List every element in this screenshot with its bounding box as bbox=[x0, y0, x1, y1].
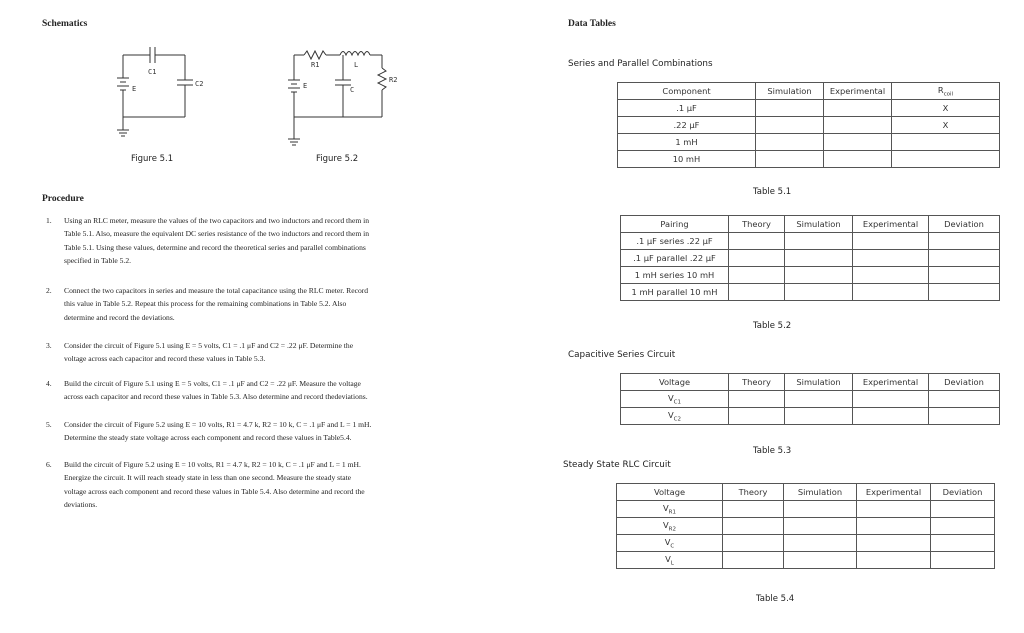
table-row bbox=[617, 501, 995, 518]
table-cell[interactable] bbox=[857, 535, 931, 552]
table-cell[interactable] bbox=[785, 233, 853, 250]
table-cell[interactable] bbox=[785, 408, 853, 425]
table-5-1 bbox=[617, 82, 1000, 168]
table-cell[interactable] bbox=[784, 518, 857, 535]
table-row bbox=[618, 134, 1000, 151]
table-row bbox=[621, 408, 1000, 425]
series-parallel-heading: Series and Parallel Combinations bbox=[568, 59, 713, 69]
table-cell[interactable] bbox=[723, 552, 784, 569]
table-cell[interactable] bbox=[931, 535, 995, 552]
table-cell[interactable] bbox=[784, 501, 857, 518]
table-cell[interactable] bbox=[929, 391, 1000, 408]
table-5-3 bbox=[620, 373, 1000, 425]
table-cell[interactable] bbox=[824, 151, 892, 168]
table-cell[interactable] bbox=[729, 408, 785, 425]
table-cell[interactable] bbox=[824, 134, 892, 151]
e-label: E bbox=[132, 85, 137, 93]
c2-label: C2 bbox=[195, 80, 204, 88]
table-row bbox=[617, 518, 995, 535]
table-5-4 bbox=[616, 483, 995, 569]
table-cell[interactable] bbox=[784, 535, 857, 552]
table-cell[interactable] bbox=[723, 535, 784, 552]
table-5-3-caption: Table 5.3 bbox=[753, 446, 792, 456]
table-header-cell: Simulation bbox=[756, 83, 824, 100]
table-cell[interactable] bbox=[929, 408, 1000, 425]
r2-label: R2 bbox=[389, 76, 398, 84]
table-cell[interactable] bbox=[929, 250, 1000, 267]
table-header-cell: Simulation bbox=[785, 374, 853, 391]
table-header-cell: Deviation bbox=[929, 216, 1000, 233]
table-cell: .1 μF series .22 μF bbox=[621, 233, 729, 250]
table-5-4-caption: Table 5.4 bbox=[756, 594, 795, 604]
table-header-row bbox=[618, 83, 1000, 100]
steady-state-heading: Steady State RLC Circuit bbox=[563, 460, 671, 470]
table-cell[interactable] bbox=[756, 117, 824, 134]
table-cell[interactable] bbox=[756, 100, 824, 117]
table-cell[interactable] bbox=[729, 284, 785, 301]
table-header-cell: Simulation bbox=[785, 216, 853, 233]
table-cell[interactable] bbox=[853, 250, 929, 267]
table-cell[interactable] bbox=[857, 501, 931, 518]
table-5-1-caption: Table 5.1 bbox=[753, 187, 792, 197]
table-cell[interactable] bbox=[857, 518, 931, 535]
table-row bbox=[621, 391, 1000, 408]
table-header-cell: Pairing bbox=[621, 216, 729, 233]
table-cell[interactable] bbox=[929, 267, 1000, 284]
table-header-cell: $R_{coil}$ bbox=[892, 83, 1000, 100]
table-cell[interactable] bbox=[729, 233, 785, 250]
table-cell: 1 mH parallel 10 mH bbox=[621, 284, 729, 301]
r1-label: R1 bbox=[311, 61, 320, 69]
c-label: C bbox=[350, 86, 355, 94]
table-cell[interactable] bbox=[853, 233, 929, 250]
table-cell: $V_{C1}$ bbox=[621, 391, 729, 408]
table-cell[interactable] bbox=[756, 134, 824, 151]
table-cell[interactable] bbox=[785, 391, 853, 408]
l-label: L bbox=[354, 61, 359, 69]
table-cell[interactable] bbox=[853, 408, 929, 425]
table-cell[interactable] bbox=[723, 518, 784, 535]
table-cell[interactable] bbox=[931, 518, 995, 535]
table-row bbox=[621, 250, 1000, 267]
procedure-list: 1. Using an RLC meter, measure the values of the two capacitors and two inductors and record them in Table 5.1. Also, measure the equivalent DC series resistance of the two inductors and record them in Table 5.1. Using these values, determine and record the theoretical series and parallel combinations specified in Table 5.2. 2. Connect the two capacitors in series and measure the total capacitance using the RLC meter. Record this value in Table 5.2. Repeat this process for the remaining combinations in Table 5.2. Also determine and record the deviations. 3. Consider the circuit of Figure 5.1 using E = 5 volts, C1 = .1 μF and C2 = .22 μF. Determine the voltage across each capacitor and record these values in Table 5.3. 4. Build the circuit of Figure 5.1 using E = 5 volts, C1 = .1 μF and C2 = .22 μF. Measure the voltage across each capacitor and record these values in Table 5.3. Also determine and record thedeviations. 5. Consider the circuit of Figure 5.2 using E = 10 volts, R1 = 4.7 k, R2 = 10 k, C = .1 μF and L = 1 mH. Determine the steady state voltage across each component and record these values in Table5.4. 6. Build the circuit of Figure 5.2 using E = 10 volts, R1 = 4.7 k, R2 = 10 k, C = .1 μF and L = 1 mH. Energize the circuit. It will reach steady state in less than one second. Measure the steady state voltage across each component and record these values in Table 5.4. Also determine and record the deviations. bbox=[46, 216, 372, 510]
table-cell[interactable] bbox=[756, 151, 824, 168]
table-cell: X bbox=[892, 117, 1000, 134]
table-header-row bbox=[621, 216, 1000, 233]
table-header-cell: Experimental bbox=[853, 216, 929, 233]
table-cell[interactable] bbox=[931, 501, 995, 518]
table-cell[interactable] bbox=[824, 117, 892, 134]
table-cell: .1 μF parallel .22 μF bbox=[621, 250, 729, 267]
table-cell: $V_C$ bbox=[617, 535, 723, 552]
table-header-cell: Voltage bbox=[621, 374, 729, 391]
table-row bbox=[617, 552, 995, 569]
table-row bbox=[621, 267, 1000, 284]
table-cell[interactable] bbox=[723, 501, 784, 518]
table-cell: X bbox=[892, 100, 1000, 117]
table-cell[interactable] bbox=[853, 391, 929, 408]
table-header-cell: Experimental bbox=[857, 484, 931, 501]
capacitive-series-heading: Capacitive Series Circuit bbox=[568, 350, 676, 360]
table-row bbox=[617, 535, 995, 552]
table-row bbox=[618, 117, 1000, 134]
table-header-cell: Experimental bbox=[824, 83, 892, 100]
figure-5-2-schematic bbox=[278, 42, 408, 152]
table-cell[interactable] bbox=[931, 552, 995, 569]
table-cell: $V_L$ bbox=[617, 552, 723, 569]
table-cell[interactable] bbox=[824, 100, 892, 117]
table-header-cell: Theory bbox=[729, 216, 785, 233]
table-cell[interactable] bbox=[784, 552, 857, 569]
table-cell: 10 mH bbox=[618, 151, 756, 168]
table-header-cell: Theory bbox=[729, 374, 785, 391]
table-header-row bbox=[617, 484, 995, 501]
table-cell[interactable] bbox=[929, 284, 1000, 301]
table-cell[interactable] bbox=[785, 267, 853, 284]
table-cell: .1 μF bbox=[618, 100, 756, 117]
table-cell: $V_{C2}$ bbox=[621, 408, 729, 425]
c1-label: C1 bbox=[148, 68, 157, 76]
table-header-cell: Experimental bbox=[853, 374, 929, 391]
e-label: E bbox=[303, 82, 308, 90]
data-tables-heading: Data Tables bbox=[568, 19, 616, 29]
table-cell[interactable] bbox=[729, 391, 785, 408]
figure-5-1-schematic bbox=[105, 40, 215, 140]
table-cell: 1 mH bbox=[618, 134, 756, 151]
table-cell[interactable] bbox=[892, 134, 1000, 151]
table-cell[interactable] bbox=[729, 267, 785, 284]
table-cell[interactable] bbox=[857, 552, 931, 569]
table-header-row bbox=[621, 374, 1000, 391]
table-cell: $V_{R1}$ bbox=[617, 501, 723, 518]
table-header-cell: Theory bbox=[723, 484, 784, 501]
table-row bbox=[621, 233, 1000, 250]
table-cell: .22 μF bbox=[618, 117, 756, 134]
table-row bbox=[618, 151, 1000, 168]
table-cell[interactable] bbox=[892, 151, 1000, 168]
figure-5-2-caption: Figure 5.2 bbox=[316, 154, 359, 164]
figure-5-1-caption: Figure 5.1 bbox=[131, 154, 174, 164]
table-row bbox=[621, 284, 1000, 301]
table-cell[interactable] bbox=[853, 267, 929, 284]
table-header-cell: Simulation bbox=[784, 484, 857, 501]
table-cell: 1 mH series 10 mH bbox=[621, 267, 729, 284]
table-cell[interactable] bbox=[853, 284, 929, 301]
table-5-2 bbox=[620, 215, 1000, 301]
table-header-cell: Deviation bbox=[931, 484, 995, 501]
table-row bbox=[618, 100, 1000, 117]
procedure-heading: Procedure bbox=[42, 194, 84, 204]
schematics-heading: Schematics bbox=[42, 19, 88, 29]
table-cell[interactable] bbox=[785, 250, 853, 267]
table-header-cell: Voltage bbox=[617, 484, 723, 501]
table-cell[interactable] bbox=[729, 250, 785, 267]
table-cell[interactable] bbox=[785, 284, 853, 301]
table-cell: $V_{R2}$ bbox=[617, 518, 723, 535]
table-cell[interactable] bbox=[929, 233, 1000, 250]
table-header-cell: Component bbox=[618, 83, 756, 100]
table-header-cell: Deviation bbox=[929, 374, 1000, 391]
table-5-2-caption: Table 5.2 bbox=[753, 321, 792, 331]
